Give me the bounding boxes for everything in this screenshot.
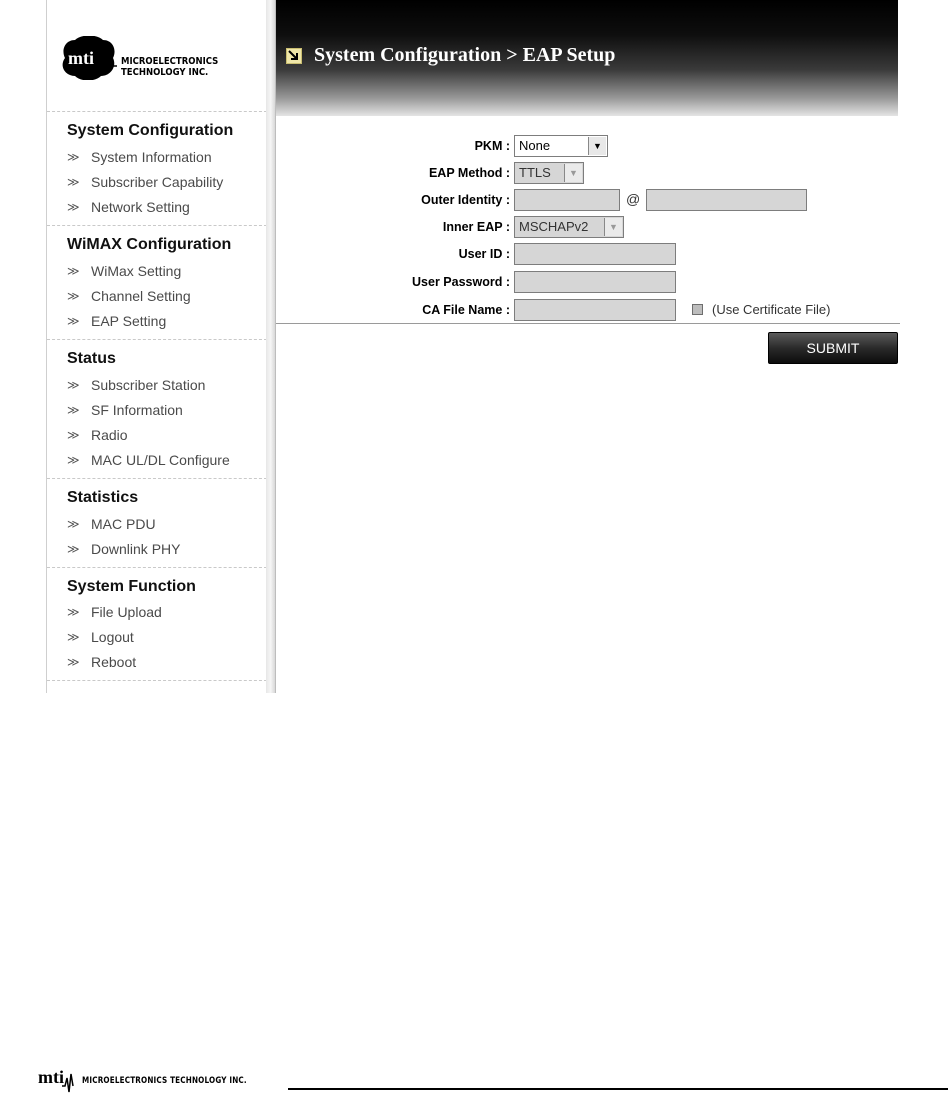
user-id-input[interactable] [514,243,676,265]
sidebar-item-network-setting[interactable] [67,199,190,215]
sidebar-item-label: WiMax Setting [91,263,182,279]
eap-method-row [276,162,898,186]
user-password-row [276,271,898,295]
page-header [276,0,898,116]
section-title-statistics: Statistics [67,489,139,506]
pkm-row [276,135,898,159]
use-certificate-checkbox[interactable] [692,304,703,315]
sidebar-item-subscriber-capability[interactable] [67,174,223,190]
divider [47,111,267,112]
sidebar-item-reboot[interactable] [67,654,136,670]
ca-file-name-input[interactable] [514,299,676,321]
sidebar-item-label: Reboot [91,654,137,670]
chevron-right-icon: ≫ [67,630,80,644]
company-name-line1: MICROELECTRONICS [121,56,219,67]
pkm-value: None [519,138,551,153]
chevron-right-icon: ≫ [67,453,80,467]
chevron-right-icon: ≫ [67,314,80,328]
sidebar-item-label: File Upload [91,604,162,620]
submit-button[interactable]: SUBMIT [768,332,898,364]
chevron-right-icon: ≫ [67,200,80,214]
section-title-system-configuration: System Configuration [67,122,234,139]
divider [47,339,267,340]
sidebar-item-label: MAC PDU [91,516,156,532]
use-certificate-label: (Use Certificate File) [712,302,831,317]
dropdown-arrow-icon[interactable]: ▼ [564,164,582,182]
section-title-system-function: System Function [67,578,196,595]
chevron-right-icon: ≫ [67,378,80,392]
pkm-label: PKM : [474,139,510,153]
chevron-right-icon: ≫ [67,605,80,619]
company-name [121,56,218,78]
sidebar-item-downlink-phy[interactable] [67,541,180,557]
chevron-right-icon: ≫ [67,655,80,669]
sidebar-item-label: Subscriber Capability [91,174,224,190]
user-id-label: User ID : [458,247,510,261]
section-title-wimax-configuration: WiMAX Configuration [67,236,232,253]
chevron-right-icon: ≫ [67,542,80,556]
sidebar-item-system-information[interactable] [67,149,212,165]
eap-method-value: TTLS [519,165,551,180]
sidebar-item-mac-ul-dl-configure[interactable] [67,452,230,468]
outer-identity-realm-input[interactable] [646,189,807,211]
sidebar-item-label: Channel Setting [91,288,191,304]
sidebar-item-sf-information[interactable] [67,402,183,418]
sidebar-item-logout[interactable] [67,629,134,645]
sidebar-item-label: MAC UL/DL Configure [91,452,230,468]
chevron-right-icon: ≫ [67,428,80,442]
page-title: System Configuration > EAP Setup [314,44,616,66]
sidebar-item-channel-setting[interactable] [67,288,191,304]
svg-text:mti: mti [68,48,94,68]
sidebar [46,0,268,693]
ca-file-name-row [276,299,898,323]
pkm-select[interactable] [514,135,608,157]
divider [47,225,267,226]
sidebar-item-label: Network Setting [91,199,190,215]
section-title-status: Status [67,350,116,367]
eap-method-label: EAP Method : [428,166,510,180]
chevron-right-icon: ≫ [67,264,80,278]
chevron-right-icon: ≫ [67,289,80,303]
sidebar-item-mac-pdu[interactable] [67,516,156,532]
outer-identity-user-input[interactable] [514,189,620,211]
company-logo [61,36,261,86]
mti-logo-icon [38,1064,74,1094]
user-password-input[interactable] [514,271,676,293]
divider [47,567,267,568]
chevron-right-icon: ≫ [67,403,80,417]
sidebar-item-wimax-setting[interactable] [67,263,181,279]
user-id-row [276,243,898,267]
sidebar-item-label: System Information [91,149,212,165]
sidebar-item-subscriber-station[interactable] [67,377,205,393]
chevron-right-icon: ≫ [67,517,80,531]
form-divider [276,323,900,324]
sidebar-item-label: EAP Setting [91,313,167,329]
chevron-right-icon: ≫ [67,175,80,189]
footer-rule [288,1088,948,1090]
sidebar-item-label: Logout [91,629,134,645]
sidebar-rail [266,0,276,693]
ca-file-name-label: CA File Name : [422,303,510,317]
dropdown-arrow-icon[interactable]: ▼ [588,137,606,155]
divider [47,478,267,479]
divider [47,680,267,681]
footer-company-name: MICROELECTRONICS TECHNOLOGY INC. [82,1076,247,1086]
inner-eap-value: MSCHAPv2 [519,219,589,234]
dropdown-arrow-icon[interactable]: ▼ [604,218,622,236]
svg-text:mti: mti [38,1067,64,1087]
sidebar-item-file-upload[interactable] [67,604,162,620]
arrow-corner-icon [286,48,302,64]
sidebar-item-label: Subscriber Station [91,377,206,393]
outer-identity-row [276,189,898,213]
sidebar-item-label: SF Information [91,402,183,418]
sidebar-item-label: Radio [91,427,128,443]
user-password-label: User Password : [412,275,510,289]
chevron-right-icon: ≫ [67,150,80,164]
inner-eap-label: Inner EAP : [442,220,510,234]
inner-eap-row [276,216,898,240]
at-sign: @ [626,191,641,207]
outer-identity-label: Outer Identity : [421,193,510,207]
mti-logo-icon [61,36,117,80]
inner-eap-select[interactable] [514,216,624,238]
sidebar-item-radio[interactable] [67,427,128,443]
company-name-line2: TECHNOLOGY INC. [121,67,209,78]
sidebar-item-eap-setting[interactable] [67,313,166,329]
sidebar-item-label: Downlink PHY [91,541,181,557]
page-footer [38,1064,952,1094]
eap-method-select[interactable] [514,162,584,184]
